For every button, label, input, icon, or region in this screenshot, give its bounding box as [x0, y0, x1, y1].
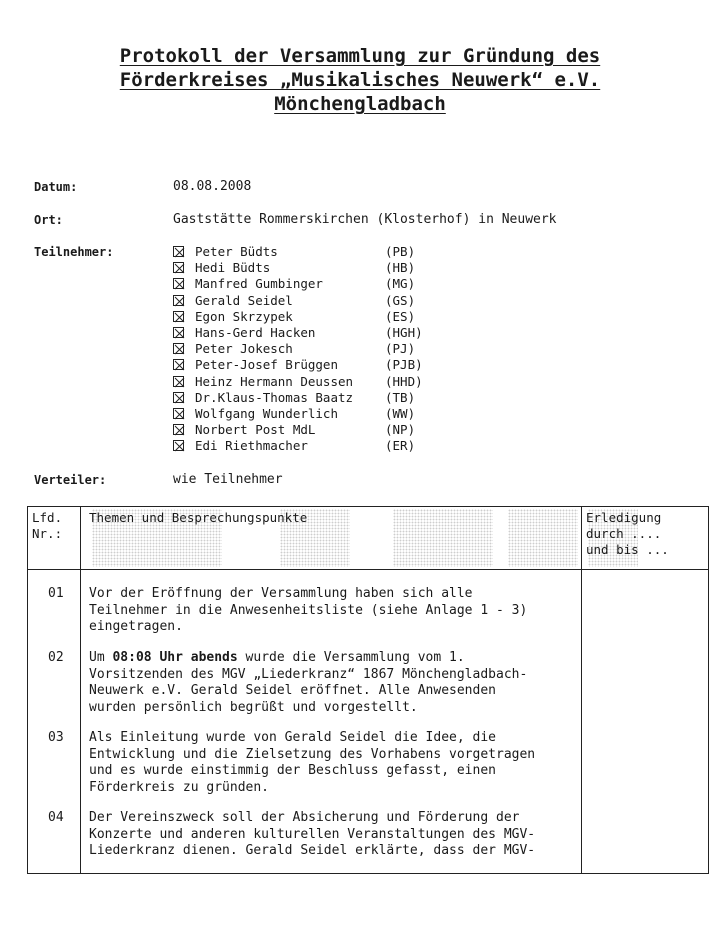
participant-name: Peter Jokesch: [195, 341, 293, 357]
row-line: Vorsitzenden des MGV „Liederkranz“ 1867 Mönchengladbach-: [89, 666, 528, 682]
checked-box-icon: [173, 440, 184, 451]
checked-box-icon: [173, 262, 184, 273]
participant-initials: (PJB): [385, 357, 423, 373]
participant-initials: (MG): [385, 276, 416, 292]
header-erledigung-line1: Erledigung: [586, 510, 662, 525]
checked-box-icon: [173, 392, 184, 403]
participant-item: [173, 357, 433, 373]
title-line-3: Mönchengladbach: [274, 93, 446, 115]
participant-initials: (PJ): [385, 341, 416, 357]
participant-name: Hedi Büdts: [195, 260, 271, 276]
row-line: Förderkreis zu gründen.: [89, 779, 270, 795]
participant-name: Peter Büdts: [195, 244, 278, 259]
participant-name: Egon Skrzypek: [195, 308, 293, 324]
checked-box-icon: [173, 376, 184, 387]
participant-name: Hans-Gerd Hacken: [195, 324, 316, 340]
participant-initials: (TB): [385, 389, 416, 405]
row-line: [89, 650, 574, 667]
participant-initials: (HGH): [385, 324, 423, 340]
participant-initials: (WW): [385, 405, 416, 421]
checked-box-icon: [173, 278, 184, 289]
participant-name: Heinz Hermann Deussen: [195, 373, 354, 389]
verteiler-label: Verteiler:: [34, 473, 107, 487]
participant-item: [173, 374, 433, 390]
header-erledigung-line2: durch ....: [586, 526, 662, 541]
header-erledigung-line3: und bis ...: [586, 542, 669, 557]
row-number: 02: [48, 650, 64, 665]
scan-noise: [508, 509, 578, 567]
row-line: Der Vereinszweck soll der Absicherung und Förderung der: [89, 810, 520, 825]
checked-box-icon: [173, 408, 184, 419]
column-divider: [80, 507, 81, 873]
teilnehmer-label: Teilnehmer:: [34, 245, 114, 259]
participant-initials: (PB): [385, 244, 416, 259]
title-line-1: Protokoll der Versammlung zur Gründung des: [119, 45, 601, 67]
row-line: Vor der Eröffnung der Versammlung haben sich alle: [89, 586, 473, 601]
datum-value: 08.08.2008: [173, 179, 252, 194]
row-text: [89, 810, 574, 860]
participant-initials: (HB): [385, 260, 416, 276]
participant-name: Edi Riethmacher: [195, 438, 308, 454]
row-text: [89, 586, 574, 636]
row-text: [89, 730, 574, 796]
participant-initials: (HHD): [385, 373, 423, 389]
participant-item: [173, 438, 433, 454]
header-erledigung: [586, 510, 669, 558]
datum-label: Datum:: [34, 180, 78, 194]
title-line-2: Förderkreises „Musikalisches Neuwerk“ e.V.: [119, 69, 601, 91]
participant-name: Manfred Gumbinger: [195, 276, 323, 292]
participant-name: Norbert Post MdL: [195, 422, 316, 438]
row-line: Teilnehmer in die Anwesenheitsliste (siehe Anlage 1 - 3): [89, 602, 528, 618]
participant-name: Peter-Josef Brüggen: [195, 357, 338, 373]
row-line: wurden persönlich begrüßt und vorgestellt.: [89, 699, 418, 715]
row-line-post: wurde die Versammlung vom 1.: [237, 650, 465, 665]
checked-box-icon: [173, 327, 184, 338]
participant-item: [173, 325, 433, 341]
column-divider: [581, 507, 582, 873]
header-lfd-nr: [32, 510, 62, 542]
row-text: [89, 650, 574, 716]
header-lfd-line1: Lfd.: [32, 510, 63, 525]
header-divider: [28, 569, 708, 570]
participant-initials: (ES): [385, 308, 416, 324]
participant-item: [173, 422, 433, 438]
participant-item: [173, 390, 433, 406]
participant-list: [173, 244, 433, 454]
participant-item: [173, 406, 433, 422]
checked-box-icon: [173, 424, 184, 435]
checked-box-icon: [173, 343, 184, 354]
row-line: Konzerte und anderen kulturellen Veranstaltungen des MGV-: [89, 826, 536, 842]
checked-box-icon: [173, 311, 184, 322]
verteiler-value: wie Teilnehmer: [173, 472, 283, 487]
participant-name: Dr.Klaus-Thomas Baatz: [195, 389, 354, 405]
participant-name: Gerald Seidel: [195, 292, 293, 308]
participant-item: [173, 244, 433, 260]
participant-name: Wolfgang Wunderlich: [195, 405, 338, 421]
participant-item: [173, 260, 433, 276]
row-line-bold: 08:08 Uhr abends: [112, 650, 238, 665]
row-number: 03: [48, 730, 64, 745]
header-themen: Themen und Besprechungspunkte: [89, 510, 308, 525]
ort-label: Ort:: [34, 213, 63, 227]
row-line-pre: Um: [89, 650, 113, 665]
row-line: Neuwerk e.V. Gerald Seidel eröffnet. Alle Anwesenden: [89, 683, 496, 698]
checked-box-icon: [173, 246, 184, 257]
participant-initials: (NP): [385, 422, 416, 438]
row-line: Liederkranz dienen. Gerald Seidel erklärte, dass der MGV-: [89, 843, 536, 858]
row-line: und es wurde einstimmig der Beschluss gefasst, einen: [89, 763, 496, 778]
header-lfd-line2: Nr.:: [32, 526, 63, 541]
participant-initials: (GS): [385, 292, 416, 308]
row-line: Als Einleitung wurde von Gerald Seidel die Idee, die: [89, 730, 496, 745]
checked-box-icon: [173, 359, 184, 370]
minutes-table: [27, 506, 709, 874]
participant-item: [173, 309, 433, 325]
row-number: 04: [48, 810, 64, 825]
participant-item: [173, 341, 433, 357]
row-line: Entwicklung und die Zielsetzung des Vorhabens vorgetragen: [89, 746, 536, 762]
participant-initials: (ER): [385, 438, 416, 454]
document-title: [40, 44, 680, 116]
checked-box-icon: [173, 295, 184, 306]
row-number: 01: [48, 586, 64, 601]
participant-item: [173, 276, 433, 292]
row-line: eingetragen.: [89, 619, 183, 634]
participant-item: [173, 293, 433, 309]
scan-noise: [393, 509, 493, 567]
ort-value: Gaststätte Rommerskirchen (Klosterhof) in Neuwerk: [173, 212, 557, 227]
